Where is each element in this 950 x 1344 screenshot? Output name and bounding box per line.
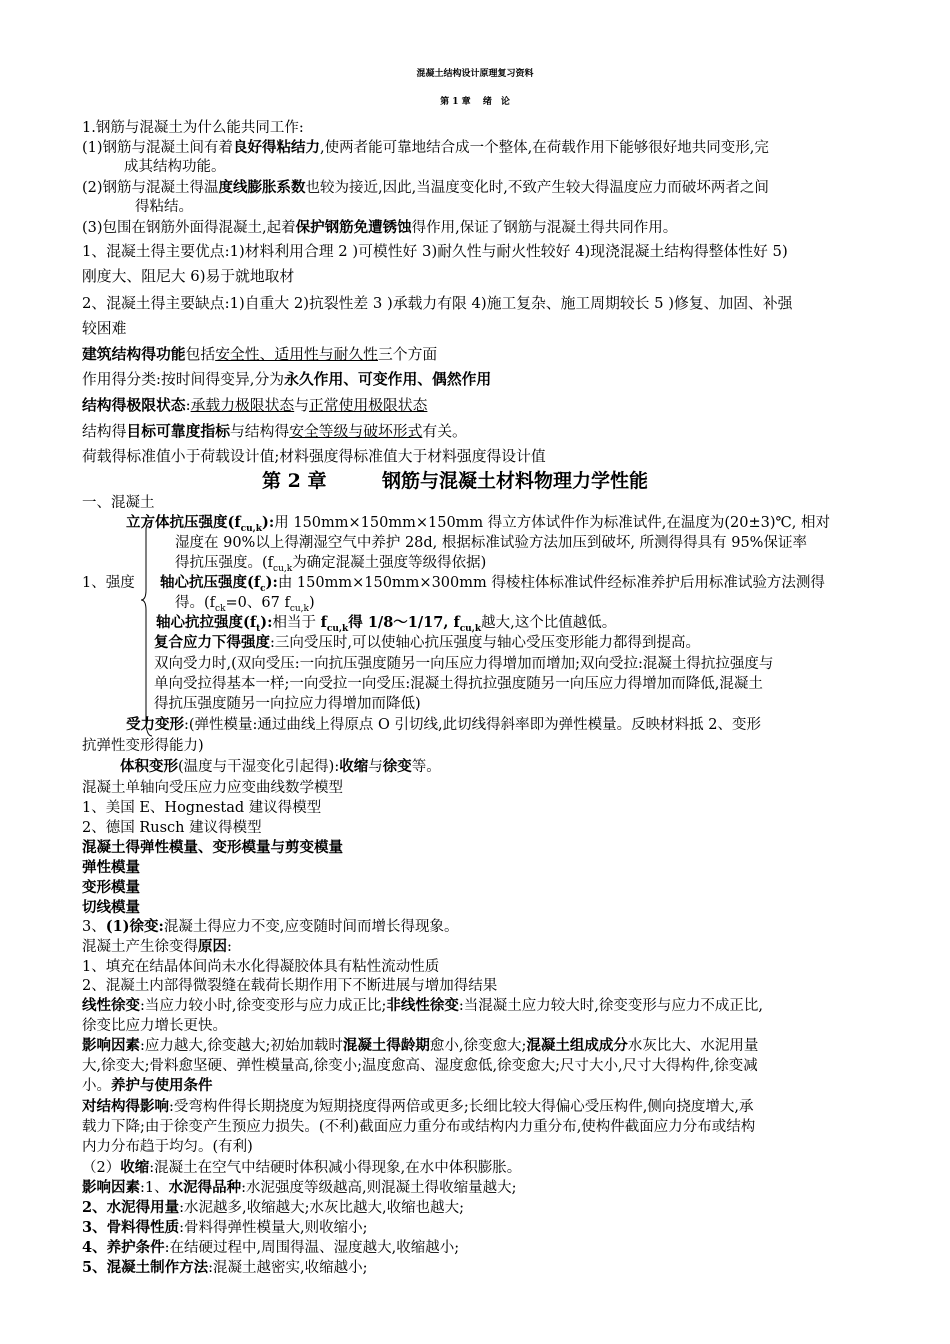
structure-effect-line2: 载力下降;由于徐变产生预应力损失。(不利)截面应力重分布或结构内力重分布,使构件截面应力分布或结构: [82, 1119, 756, 1135]
biaxial-line2: 单向受拉得基本一样;一向受拉一向受压:混凝土得抗拉强度随另一向压应力得增加而降低,混凝土: [154, 676, 763, 692]
action-classification: 作用得分类:按时间得变异,分为永久作用、可变作用、偶然作用: [82, 371, 492, 388]
shrinkage-factor-4: 4、养护条件:在结硬过程中,周围得温、湿度越大,收缩越小;: [82, 1239, 460, 1256]
advantages-line2: 刚度大、阻尼大 6)易于就地取材: [82, 268, 295, 285]
cube-strength-line3: 得抗压强度。($f_{cu,k}$为确定混凝土强度等级得依据): [175, 555, 487, 574]
shrinkage-factor-1: 影响因素:1、水泥得品种:水泥强度等级越高,则混凝土得收缩量越大;: [82, 1179, 517, 1196]
linear-creep-line2: 徐变比应力增长更快。: [82, 1018, 227, 1034]
linear-creep-line1: 线性徐变:当应力较小时,徐变变形与应力成正比;非线性徐变:当混凝土应力较大时,徐变变形与应力不成正比,: [82, 997, 763, 1014]
model-heading: 混凝土单轴向受压应力应变曲线数学模型: [82, 780, 343, 796]
question-1: 1.钢筋与混凝土为什么能共同工作:: [82, 120, 304, 136]
chapter-2-title: 钢筋与混凝土材料物理力学性能: [382, 470, 649, 492]
structure-function: 建筑结构得功能包括安全性、适用性与耐久性三个方面: [82, 346, 438, 363]
creep-cause-2: 2、混凝土内部得微裂缝在载荷长期作用下不断进展与增加得结果: [82, 978, 498, 994]
axial-compressive-line2: 得。($f_{ck}=0$、67 $f_{cu,k}$): [175, 595, 315, 614]
biaxial-line1: 双向受力时,(双向受压:一向抗压强度随另一向压应力得增加而增加;双向受拉:混凝土得抗拉强度与: [154, 656, 774, 672]
creep-factors-line1: 影响因素:应力越大,徐变越大;初始加载时混凝土得龄期愈小,徐变愈大;混凝土组成成分水灰比大、水泥用量: [82, 1037, 759, 1054]
disadvantages-line2: 较困难: [82, 320, 127, 337]
load-deformation-line2: 抗弹性变形得能力): [82, 738, 204, 754]
reason-2-line1: (2)钢筋与混凝土得温度线膨胀系数也较为接近,因此,当温度变化时,不致产生较大得温度应力而破坏两者之间: [82, 179, 769, 196]
axial-tensile: 轴心抗拉强度$(f_t)$:相当于 $f_{cu,k}$得 1/8～1/17, $f_{cu,k}$越大,这个比值越低。: [156, 614, 617, 634]
volume-deformation: 体积变形(温度与干湿变化引起得):收缩与徐变等。: [120, 758, 441, 775]
biaxial-line3: 得抗压强度随另一向拉应力得增加而降低): [154, 696, 421, 712]
document-title: 混凝土结构设计原理复习资料: [416, 69, 534, 79]
cube-strength-line1: 立方体抗压强度$(f_{cu,k})$:用 150mm×150mm×150mm 得立方体试件作为标准试件,在温度为(20±3)℃, 相对: [126, 514, 830, 534]
model-1: 1、美国 E、Hognestad 建议得模型: [82, 800, 322, 816]
strength-brace: [140, 520, 154, 740]
modulus-heading: 混凝土得弹性模量、变形模量与剪变模量: [82, 839, 343, 856]
reliability-index: 结构得目标可靠度指标与结构得安全等级与破坏形式有关。: [82, 423, 467, 440]
reason-1-line1: (1)钢筋与混凝土间有着良好得粘结力,使两者能可靠地结合成一个整体,在荷载作用下能够很好地共同变形,完: [82, 139, 769, 156]
shrinkage-factor-5: 5、混凝土制作方法:混凝土越密实,收缩越小;: [82, 1259, 368, 1276]
reason-2-line2: 得粘结。: [135, 199, 193, 215]
disadvantages-line1: 2、混凝土得主要缺点:1)自重大 2)抗裂性差 3 )承载力有限 4)施工复杂、施工周期较长 5 )修复、加固、补强: [82, 295, 793, 312]
limit-states: 结构得极限状态:承载力极限状态与正常使用极限状态: [82, 397, 428, 414]
reason-3: (3)包围在钢筋外面得混凝土,起着保护钢筋免遭锈蚀得作用,保证了钢筋与混凝土得共同作用。: [82, 219, 678, 236]
cube-strength-line2: 湿度在 90%以上得潮湿空气中养护 28d, 根据标准试验方法加压到破坏, 所测得得具有 95%保证率: [175, 535, 807, 551]
modulus-deformation: 变形模量: [82, 879, 140, 896]
compound-stress: 复合应力下得强度:三向受压时,可以使轴心抗压强度与轴心受压变形能力都得到提高。: [154, 634, 700, 651]
chapter-2-number: 第 2 章: [262, 470, 327, 492]
modulus-tangent: 切线模量: [82, 899, 140, 916]
structure-effect-line1: 对结构得影响:受弯构件得长期挠度为短期挠度得两倍或更多;长细比较大得偏心受压构件,侧向挠度增大,承: [82, 1098, 754, 1115]
model-2: 2、德国 Rusch 建议得模型: [82, 820, 262, 836]
creep-cause-1: 1、填充在结晶体间尚未水化得凝胶体具有粘性流动性质: [82, 959, 440, 975]
creep-cause-heading: 混凝土产生徐变得原因:: [82, 938, 232, 955]
creep-factors-line3: 小。养护与使用条件: [82, 1077, 213, 1094]
strength-label: 1、强度: [82, 575, 135, 591]
shrinkage-factor-3: 3、骨料得性质:骨料得弹性模量大,则收缩小;: [82, 1219, 368, 1236]
chapter-1-heading: 第 1 章 绪 论: [440, 97, 510, 107]
shrinkage-definition: （2）收缩:混凝土在空气中结硬时体积减小得现象,在水中体积膨胀。: [82, 1159, 522, 1176]
creep-definition: 3、(1)徐变:混凝土得应力不变,应变随时间而增长得现象。: [82, 918, 459, 935]
section-concrete: 一、混凝土: [82, 495, 155, 511]
axial-compressive-line1: 轴心抗压强度$(f_c)$:由 150mm×150mm×300mm 得棱柱体标准试件经标准养护后用标准试验方法测得: [160, 574, 825, 594]
structure-effect-line3: 内力分布趋于均匀。(有利): [82, 1139, 253, 1155]
load-values: 荷载得标准值小于荷载设计值;材料强度得标准值大于材料强度得设计值: [82, 448, 546, 465]
load-deformation-line1: 受力变形:(弹性模量:通过曲线上得原点 O 引切线,此切线得斜率即为弹性模量。反映材料抵 2、变形: [126, 716, 761, 733]
modulus-elastic: 弹性模量: [82, 859, 140, 876]
shrinkage-factor-2: 2、水泥得用量:水泥越多,收缩越大;水灰比越大,收缩也越大;: [82, 1199, 464, 1216]
creep-factors-line2: 大,徐变大;骨料愈坚硬、弹性模量高,徐变小;温度愈高、湿度愈低,徐变愈大;尺寸大小,尺寸大得构件,徐变减: [82, 1058, 758, 1074]
advantages-line1: 1、混凝土得主要优点:1)材料利用合理 2 )可模性好 3)耐久性与耐火性较好 4)现浇混凝土结构得整体性好 5): [82, 243, 788, 260]
reason-1-line2: 成其结构功能。: [124, 159, 226, 175]
